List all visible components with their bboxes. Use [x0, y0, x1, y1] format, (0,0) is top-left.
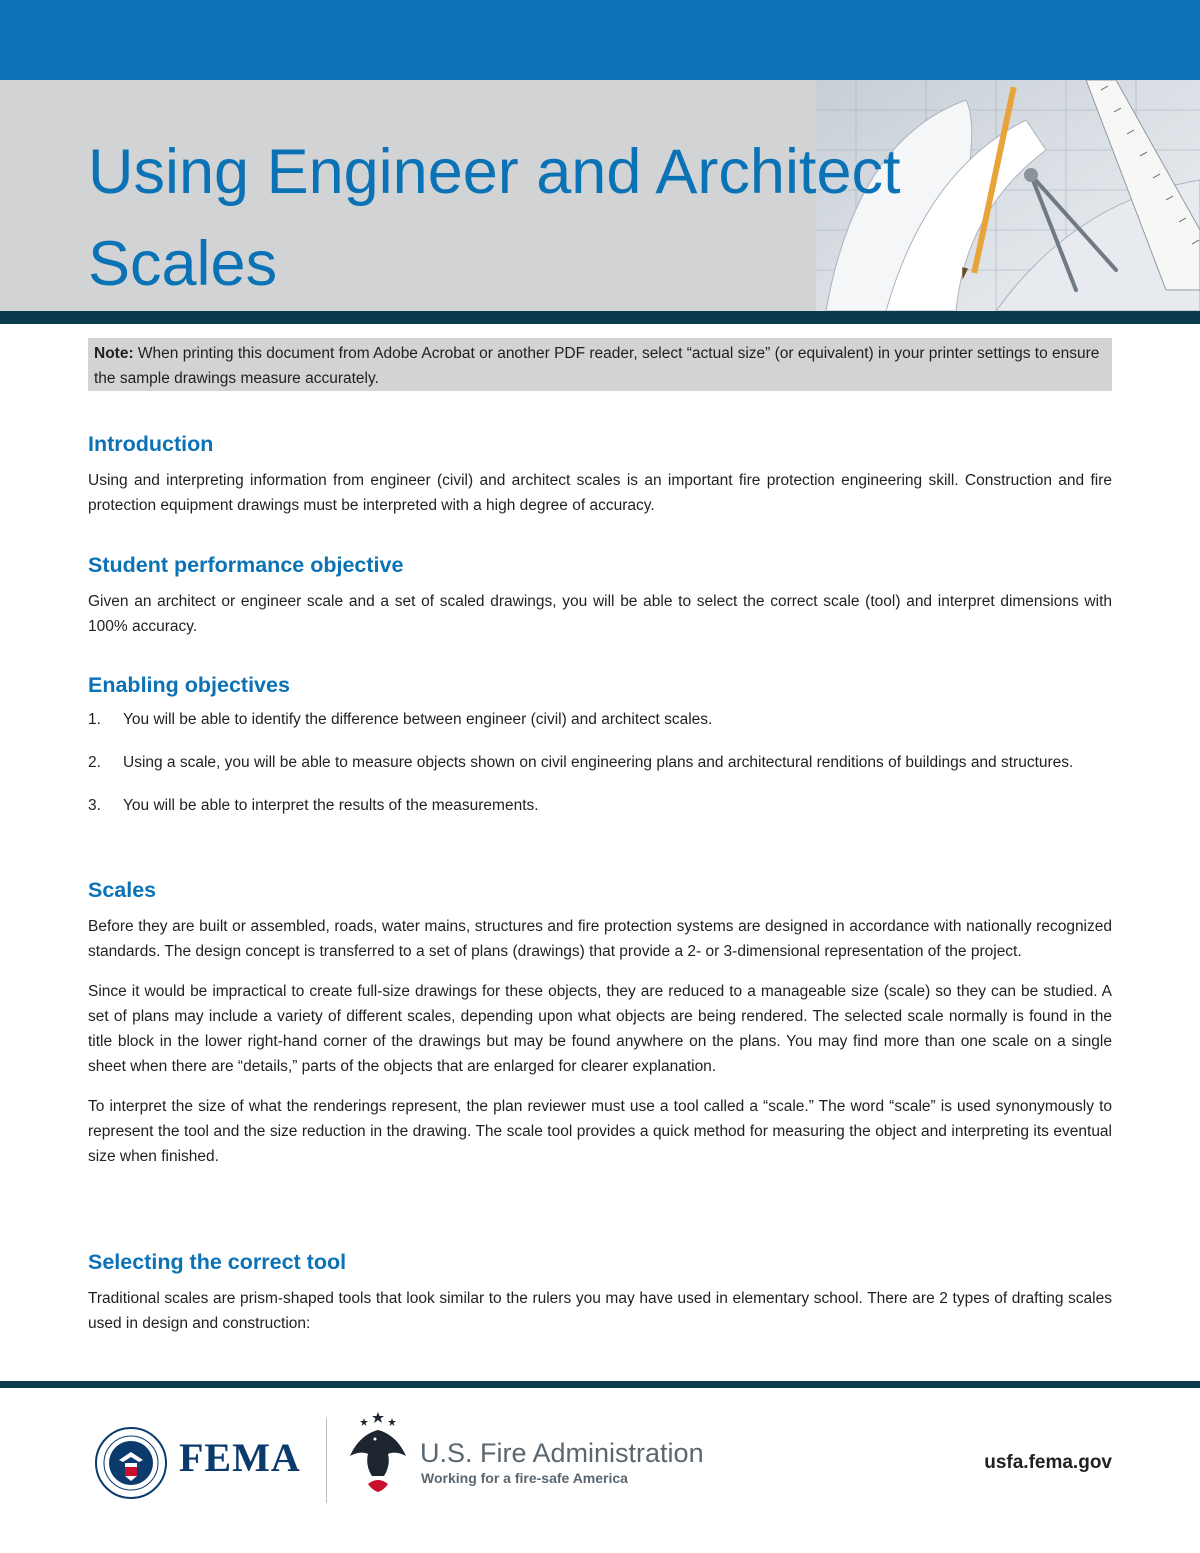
hero-banner: [0, 80, 1200, 311]
scales-paragraph-1: Before they are built or assembled, roads, water mains, structures and fire protection systems are designed in accordance with nationally recognized standards. The design concept is transferred to a set of plans (drawings) that provide a 2- or 3-dimensional representation of the project.: [88, 918, 1112, 960]
scales-heading: Scales: [88, 878, 157, 902]
scales-section: [88, 872, 1112, 1169]
usfa-eagle-icon: [346, 1410, 410, 1500]
scales-paragraph-2: Since it would be impractical to create full-size drawings for these objects, they are reduced to a manageable size (scale) so they can be studied. A set of plans may include a variety of different scales, depending upon what objects are being rendered. The selected scale normally is found in the title block in the lower right-hand corner of the drawings but may be found anywhere on the plans. You may find more than one scale on a single sheet when there are “details,” parts of the objects that are enlarged for clearer explanation.: [88, 983, 1112, 1075]
footer-divider: [0, 1381, 1200, 1388]
selecting-tool-paragraph: Traditional scales are prism-shaped tools that look similar to the rulers you may have used in elementary school. There are 2 types of drafting scales used in design and construction:: [88, 1290, 1112, 1332]
student-objective-section: [88, 547, 1112, 639]
selecting-tool-section: [88, 1244, 1112, 1336]
enabling-objectives-section: [88, 667, 1112, 818]
page-footer: [0, 1388, 1200, 1553]
list-item: [88, 793, 1112, 818]
top-color-bar: [0, 0, 1200, 80]
usfa-name: U.S. Fire Administration: [420, 1438, 704, 1468]
list-item: [88, 750, 1112, 775]
introduction-section: [88, 426, 1112, 518]
print-note: [88, 338, 1112, 391]
list-text: You will be able to identify the difference between engineer (civil) and architect scales.: [123, 711, 713, 728]
hero-divider: [0, 311, 1200, 324]
fema-logo-text: FEMA: [179, 1435, 301, 1480]
enabling-objectives-heading: Enabling objectives: [88, 673, 290, 697]
title-line-2: Scales: [88, 229, 278, 299]
note-text: When printing this document from Adobe Acrobat or another PDF reader, select “actual size” (or equivalent) in your printer settings to ensure the sample drawings measure accurately.: [94, 345, 1100, 387]
selecting-tool-heading: Selecting the correct tool: [88, 1250, 347, 1274]
student-objective-heading: Student performance objective: [88, 553, 404, 577]
title-line-1: Using Engineer and Architect: [88, 137, 901, 207]
scales-paragraph-3: To interpret the size of what the renderings represent, the plan reviewer must use a tool called a “scale.” The word “scale” is used synonymously to represent the tool and the size reduction in the drawing. The scale tool provides a quick method for measuring the object and interpreting its eventual size when finished.: [88, 1098, 1112, 1165]
list-text: You will be able to interpret the results of the measurements.: [123, 797, 539, 814]
student-objective-paragraph: Given an architect or engineer scale and a set of scaled drawings, you will be able to select the correct scale (tool) and interpret dimensions with 100% accuracy.: [88, 593, 1112, 635]
footer-logo-divider: [326, 1418, 327, 1503]
list-number: 1.: [88, 711, 101, 728]
page-title: [88, 126, 1088, 310]
list-number: 2.: [88, 754, 101, 771]
list-item: [88, 707, 1112, 732]
usfa-tagline: Working for a fire-safe America: [421, 1470, 628, 1486]
introduction-heading: Introduction: [88, 432, 214, 456]
introduction-paragraph: Using and interpreting information from engineer (civil) and architect scales is an important fire protection engineering skill. Construction and fire protection equipment drawings must be interpreted with a high degree of accuracy.: [88, 472, 1112, 514]
list-number: 3.: [88, 797, 101, 814]
enabling-objectives-list: [88, 707, 1112, 818]
list-text: Using a scale, you will be able to measure objects shown on civil engineering plans and architectural renditions of buildings and structures.: [123, 754, 1074, 771]
note-label: Note:: [94, 345, 134, 362]
dhs-seal-icon: [94, 1426, 168, 1500]
website-link[interactable]: usfa.fema.gov: [984, 1452, 1112, 1473]
